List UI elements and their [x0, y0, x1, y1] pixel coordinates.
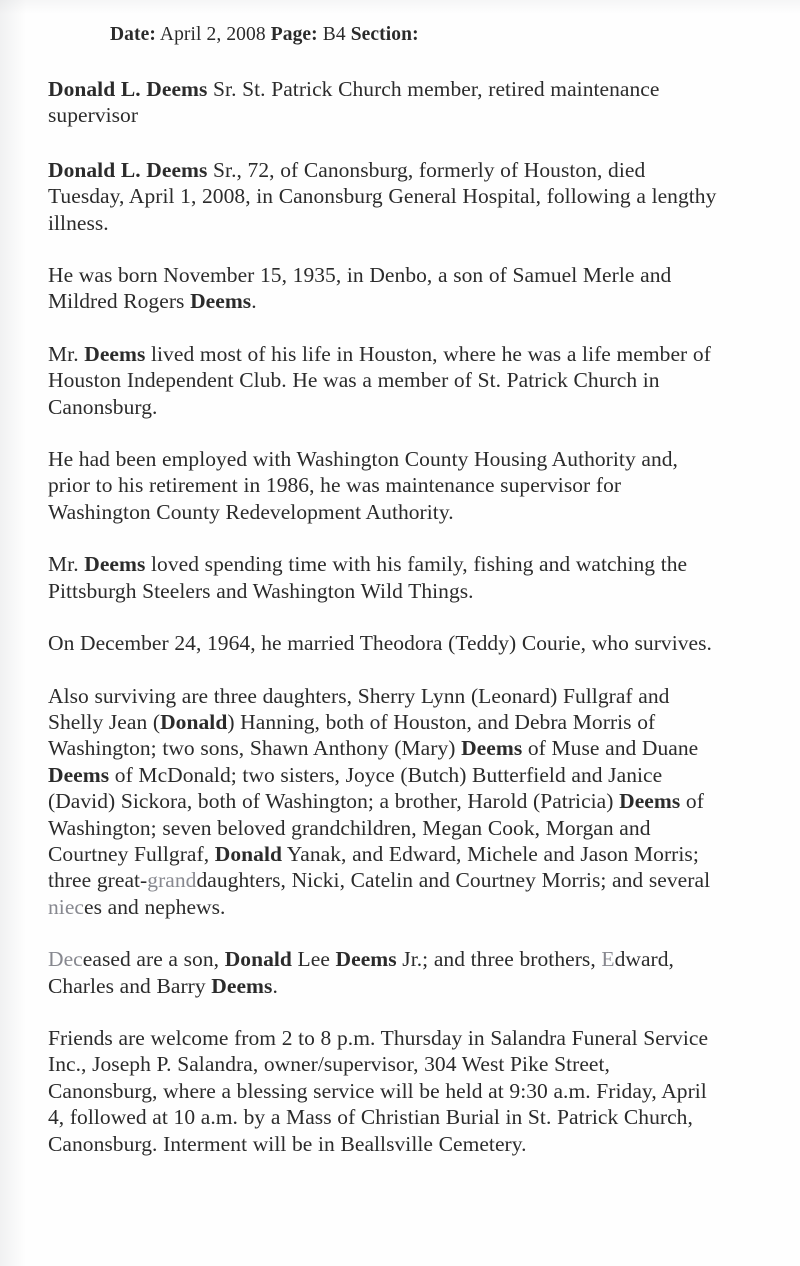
paragraph-marriage: On December 24, 1964, he married Theodora (Teddy) Courie, who survives.	[48, 631, 712, 656]
life-text-after: lived most of his life in Houston, where he was a life member of Houston Independent Club. He was a member of St. Patrick Church in Canonsburg.	[48, 341, 711, 419]
survivors-seg-8: es and nephews.	[84, 894, 226, 919]
paragraph-birth	[48, 262, 724, 315]
hobbies-text-after: loved spending time with his family, fishing and watching the Pittsburgh Steelers and Washington Wild Things.	[48, 552, 688, 603]
survivors-seg-5: of Washington; seven beloved grandchildren, Megan Cook, Morgan and Courtney Fullgraf,	[48, 789, 704, 866]
section-label: Section:	[350, 24, 419, 45]
deceased-bold-1: Donald	[224, 947, 292, 972]
paragraph-survivors	[48, 683, 724, 921]
deceased-seg-5: .	[272, 973, 278, 998]
deceased-seg-3: Jr.; and three brothers,	[396, 947, 602, 972]
birth-text-after: .	[251, 289, 257, 314]
survivors-bold-1: Donald	[160, 709, 228, 734]
survivors-bold-4: Deems	[619, 789, 681, 814]
survivors-seg-7: daughters, Nicki, Catelin and Courtney Morris; and several	[196, 868, 711, 893]
birth-text-before: He was born November 15, 1935, in Denbo, a son of Samuel Merle and Mildred Rogers	[48, 263, 672, 314]
paragraph-services: Friends are welcome from 2 to 8 p.m. Thursday in Salandra Funeral Service Inc., Joseph P. Salandra, owner/supervisor, 304 West Pike Street, Canonsburg, where a blessing service will be held at 9:30 a.m. Friday, April 4, followed at 10 a.m. by a Mass of Christian Burial in St. Patrick Church, Canonsburg. Interment will be in Beallsville Cemetery.	[48, 1025, 709, 1156]
life-text-before: Mr.	[48, 341, 85, 366]
deceased-seg-4: dward, Charles and Barry	[48, 947, 674, 998]
obituary-body	[48, 22, 724, 1157]
life-surname: Deems	[84, 341, 146, 366]
deceased-bold-2: Deems	[335, 947, 397, 972]
survivors-bold-3: Deems	[48, 762, 110, 787]
deceased-seg-2: Lee	[291, 947, 336, 972]
survivors-seg-7-faded: grand	[147, 868, 197, 893]
deceased-seg-4-faded: E	[601, 947, 615, 972]
paragraph-employment: He had been employed with Washington County Housing Authority and, prior to his retirement in 1986, he was maintenance supervisor for Washington County Redevelopment Authority.	[48, 447, 678, 524]
date-label: Date:	[110, 24, 156, 45]
date-value: April 2, 2008	[159, 24, 266, 45]
page-label: Page:	[270, 24, 318, 45]
survivors-seg-4: of McDonald; two sisters, Joyce (Butch) Butterfield and Janice (David) Sickora, both of Washington; a brother, Harold (Patricia)	[48, 762, 663, 814]
hobbies-surname: Deems	[84, 552, 146, 577]
headline-description: Sr. St. Patrick Church member, retired maintenance supervisor	[48, 77, 660, 128]
deceased-seg-1: eased are a son,	[82, 947, 225, 972]
survivors-seg-8-faded: niec	[48, 894, 85, 919]
paragraph-life	[48, 341, 724, 420]
lead-text: Sr., 72, of Canonsburg, formerly of Houston, died Tuesday, April 1, 2008, in Canonsburg General Hospital, following a lengthy illness.	[48, 157, 717, 235]
birth-surname: Deems	[190, 289, 252, 314]
paragraph-hobbies	[48, 551, 724, 604]
hobbies-text-before: Mr.	[48, 552, 85, 577]
lead-name: Donald L. Deems	[48, 157, 208, 182]
deceased-seg-1-faded: Dec	[48, 947, 83, 972]
survivors-seg-6: Yanak, and Edward, Michele and Jason Morris; three great-	[48, 841, 699, 893]
obituary-headline	[48, 76, 724, 129]
headline-name: Donald L. Deems	[48, 77, 208, 101]
survivors-seg-2: ) Hanning, both of Houston, and Debra Morris of Washington; two sons, Shawn Anthony (Mary)	[48, 709, 656, 761]
survivors-seg-3: of Muse and Duane	[522, 736, 699, 761]
survivors-bold-2: Deems	[461, 736, 523, 761]
paragraph-lead	[48, 157, 724, 236]
deceased-bold-3: Deems	[211, 973, 273, 998]
survivors-seg-1: Also surviving are three daughters, Sherry Lynn (Leonard) Fullgraf and Shelly Jean (	[48, 683, 670, 734]
page-value: B4	[322, 24, 346, 45]
survivors-bold-5: Donald	[214, 841, 282, 866]
clipping-metadata	[110, 22, 724, 48]
paragraph-deceased	[48, 946, 724, 999]
